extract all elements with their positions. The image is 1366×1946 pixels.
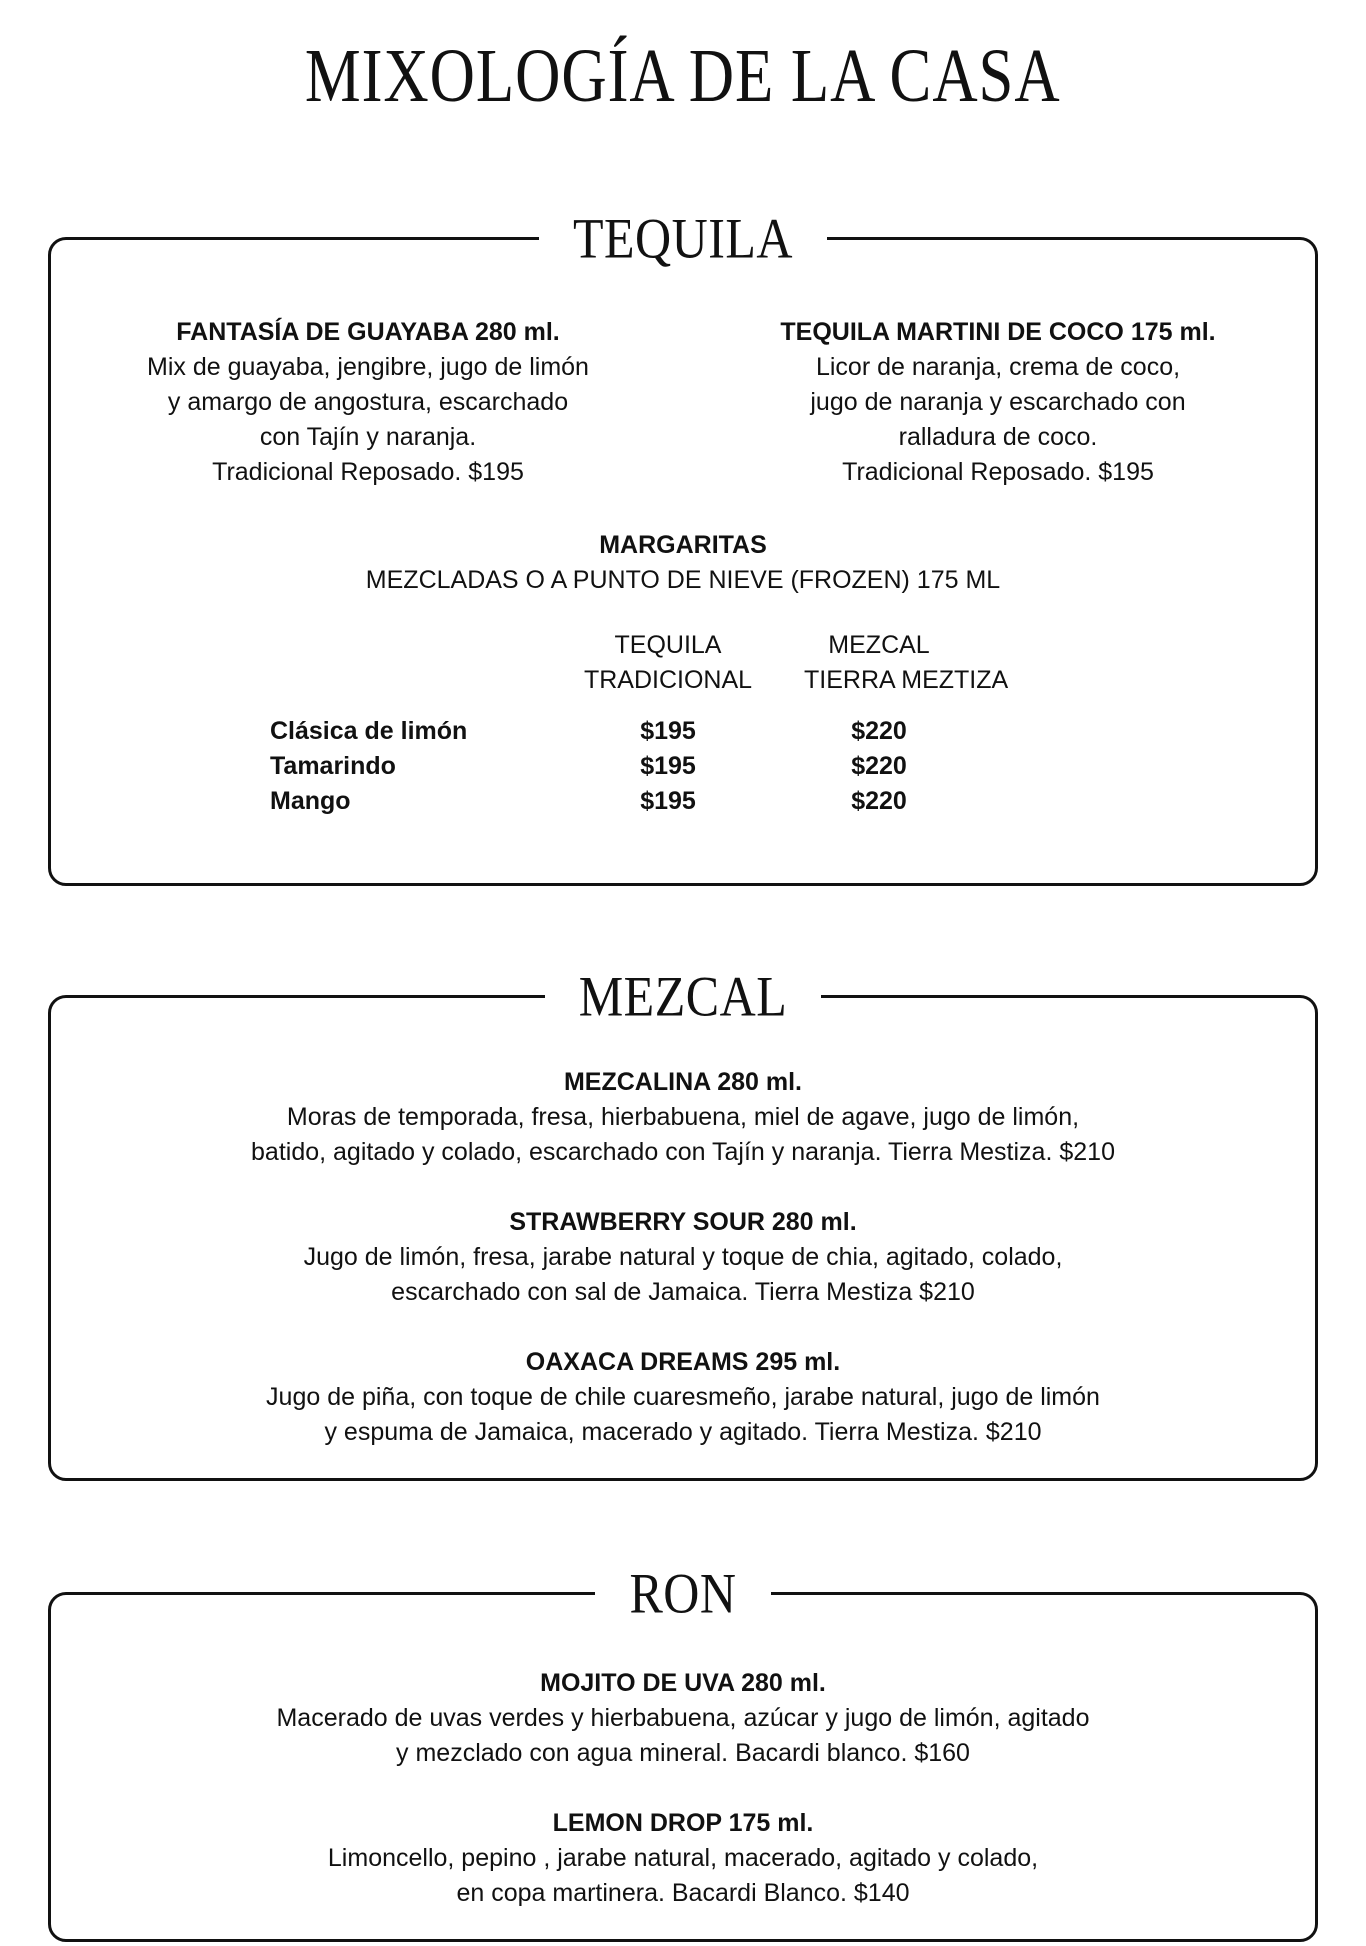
row-label: Tamarindo <box>270 752 396 780</box>
menu-item-fantasia-de-guayaba <box>71 315 665 490</box>
section-ron <box>48 1561 1318 1942</box>
tequila-items <box>71 315 1295 490</box>
price-cell: $195 <box>640 752 696 780</box>
item-desc-line: Mix de guayaba, jengibre, jugo de limón <box>147 353 589 381</box>
price-cell: $195 <box>640 787 696 815</box>
item-desc-line: Tradicional Reposado. $195 <box>842 458 1154 486</box>
item-desc-line: con Tajín y naranja. <box>259 423 477 451</box>
menu-item-strawberry-sour <box>71 1205 1295 1310</box>
section-mezcal-heading <box>545 964 822 1028</box>
header-line: TRADICIONAL <box>583 666 753 694</box>
item-name: LEMON DROP 175 ml. <box>552 1809 814 1837</box>
price-cell: $220 <box>851 752 907 780</box>
section-mezcal-heading-text: MEZCAL <box>578 964 788 1028</box>
item-name: STRAWBERRY SOUR 280 ml. <box>509 1208 857 1236</box>
item-desc-line: y amargo de angostura, escarchado <box>167 388 569 416</box>
item-desc-line: Jugo de piña, con toque de chile cuaresmeño, jarabe natural, jugo de limón <box>266 1383 1100 1411</box>
item-name: OAXACA DREAMS 295 ml. <box>525 1348 841 1376</box>
page-title <box>0 0 1366 119</box>
margaritas-header <box>71 528 1295 598</box>
row-label: Clásica de limón <box>270 717 468 745</box>
item-name: MOJITO DE UVA 280 ml. <box>540 1669 826 1697</box>
section-ron-heading-text: RON <box>629 1561 737 1625</box>
item-desc-line: batido, agitado y colado, escarchado con Tajín y naranja. Tierra Mestiza. $210 <box>251 1138 1115 1166</box>
item-desc-line: jugo de naranja y escarchado con <box>810 388 1186 416</box>
item-desc-line: en copa martinera. Bacardi Blanco. $140 <box>456 1879 910 1907</box>
item-desc-line: y mezclado con agua mineral. Bacardi blanco. $160 <box>396 1739 970 1767</box>
item-desc-line: Jugo de limón, fresa, jarabe natural y toque de chia, agitado, colado, <box>303 1243 1063 1271</box>
menu-item-mezcalina <box>71 1065 1295 1170</box>
margaritas-subtitle: MEZCLADAS O A PUNTO DE NIEVE (FROZEN) 175 ML <box>365 566 1001 594</box>
price-table-header-col1 <box>532 628 804 698</box>
item-name: MEZCALINA 280 ml. <box>563 1068 802 1096</box>
price-table-header-row <box>270 628 1295 698</box>
header-line: TIERRA MEZTIZA <box>804 666 1009 694</box>
item-desc-line: Tradicional Reposado. $195 <box>212 458 524 486</box>
header-line: MEZCAL <box>828 631 930 659</box>
table-row-tamarindo <box>270 749 1295 784</box>
section-tequila-heading-text: TEQUILA <box>572 206 794 270</box>
price-table-header-col2 <box>804 628 1009 698</box>
price-cell: $220 <box>851 787 907 815</box>
price-cell: $195 <box>640 717 696 745</box>
row-label: Mango <box>270 787 351 815</box>
section-mezcal <box>48 964 1318 1481</box>
table-row-mango <box>270 784 1295 819</box>
item-name: TEQUILA MARTINI DE COCO 175 ml. <box>780 318 1216 346</box>
item-desc-line: escarchado con sal de Jamaica. Tierra Mestiza $210 <box>391 1278 975 1306</box>
menu-item-tequila-martini-de-coco <box>701 315 1295 490</box>
item-desc-line: Moras de temporada, fresa, hierbabuena, miel de agave, jugo de limón, <box>286 1103 1080 1131</box>
menu-item-lemon-drop <box>71 1806 1295 1911</box>
item-desc-line: y espuma de Jamaica, macerado y agitado. Tierra Mestiza. $210 <box>324 1418 1042 1446</box>
menu-item-mojito-de-uva <box>71 1666 1295 1771</box>
section-tequila-heading <box>539 206 827 270</box>
price-cell: $220 <box>851 717 907 745</box>
item-desc-line: Limoncello, pepino , jarabe natural, macerado, agitado y colado, <box>327 1844 1039 1872</box>
item-name: FANTASÍA DE GUAYABA 280 ml. <box>176 318 560 346</box>
section-tequila <box>48 206 1318 886</box>
header-line: TEQUILA <box>614 631 722 659</box>
item-desc-line: Macerado de uvas verdes y hierbabuena, azúcar y jugo de limón, agitado <box>276 1704 1090 1732</box>
menu-item-oaxaca-dreams <box>71 1345 1295 1450</box>
price-table-header-spacer <box>270 628 532 698</box>
page-title-text: MIXOLOGÍA DE LA CASA <box>305 33 1061 119</box>
item-desc-line: Licor de naranja, crema de coco, <box>815 353 1181 381</box>
section-ron-heading <box>595 1561 770 1625</box>
table-row-clasica-de-limon <box>270 714 1295 749</box>
margaritas-title: MARGARITAS <box>599 531 767 559</box>
margaritas-price-table <box>270 628 1295 819</box>
item-desc-line: ralladura de coco. <box>898 423 1098 451</box>
